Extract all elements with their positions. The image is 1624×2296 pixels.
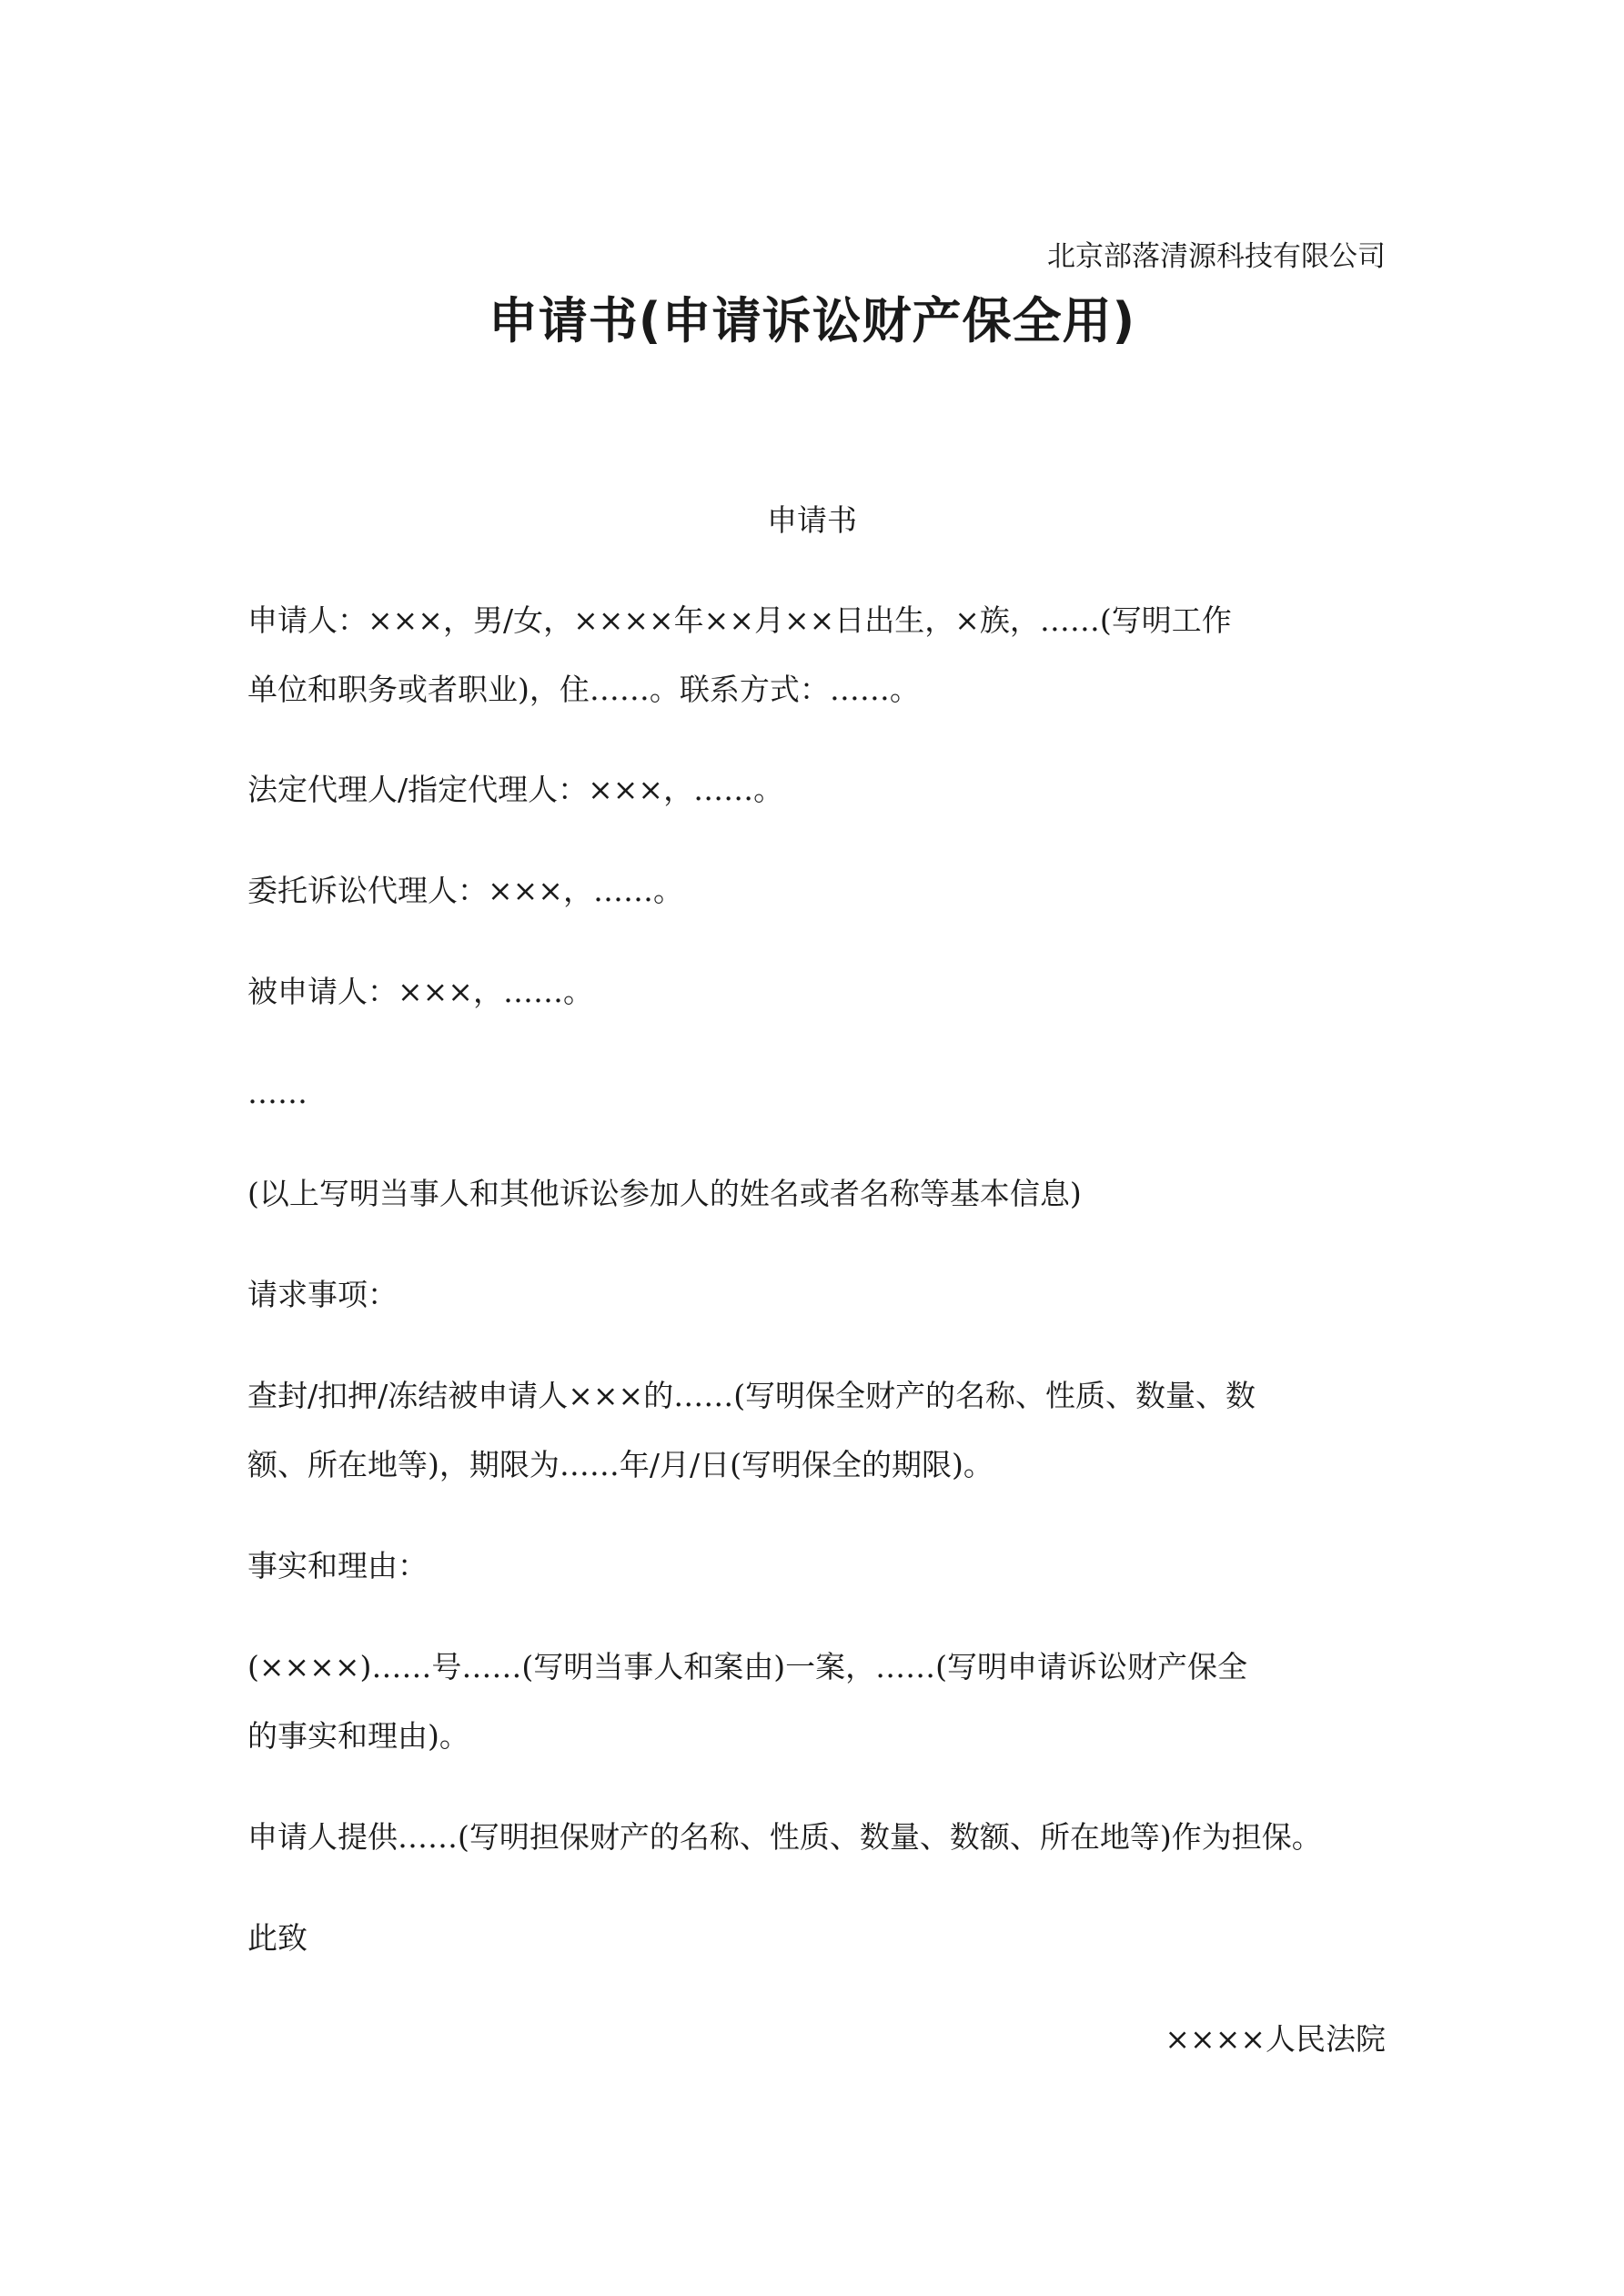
entrusted-agent-line: 委托诉讼代理人：×××，……。 <box>247 873 683 908</box>
respondent-line: 被申请人：×××，……。 <box>247 974 593 1009</box>
company-name: 北京部落清源科技有限公司 <box>1047 240 1386 273</box>
court-name: ××××人民法院 <box>1165 2021 1386 2057</box>
parties-note: (以上写明当事人和其他诉讼参加人的姓名或者名称等基本信息) <box>247 1176 1082 1211</box>
form-heading: 申请书 <box>767 502 857 538</box>
facts-line-2: 的事实和理由)。 <box>247 1718 469 1754</box>
request-heading: 请求事项： <box>247 1277 398 1312</box>
facts-line-1: (××××)……号……(写明当事人和案由)一案，……(写明申请诉讼财产保全 <box>247 1649 1247 1684</box>
facts-heading: 事实和理由： <box>247 1548 428 1583</box>
request-line-2: 额、所在地等)，期限为……年/月/日(写明保全的期限)。 <box>247 1447 994 1482</box>
applicant-line-1: 申请人：×××，男/女，××××年××月××日出生，×族，……(写明工作 <box>247 602 1232 638</box>
legal-agent-line: 法定代理人/指定代理人：×××，……。 <box>247 772 784 807</box>
request-line-1: 查封/扣押/冻结被申请人×××的……(写明保全财产的名称、性质、数量、数 <box>247 1378 1256 1413</box>
ellipsis-line: …… <box>247 1075 308 1110</box>
guarantee-line: 申请人提供……(写明担保财产的名称、性质、数量、数额、所在地等)作为担保。 <box>247 1819 1322 1855</box>
document-title: 申请书(申请诉讼财产保全用) <box>488 292 1136 349</box>
applicant-line-2: 单位和职务或者职业)，住……。联系方式：……。 <box>247 672 920 707</box>
salutation: 此致 <box>247 1920 308 1956</box>
